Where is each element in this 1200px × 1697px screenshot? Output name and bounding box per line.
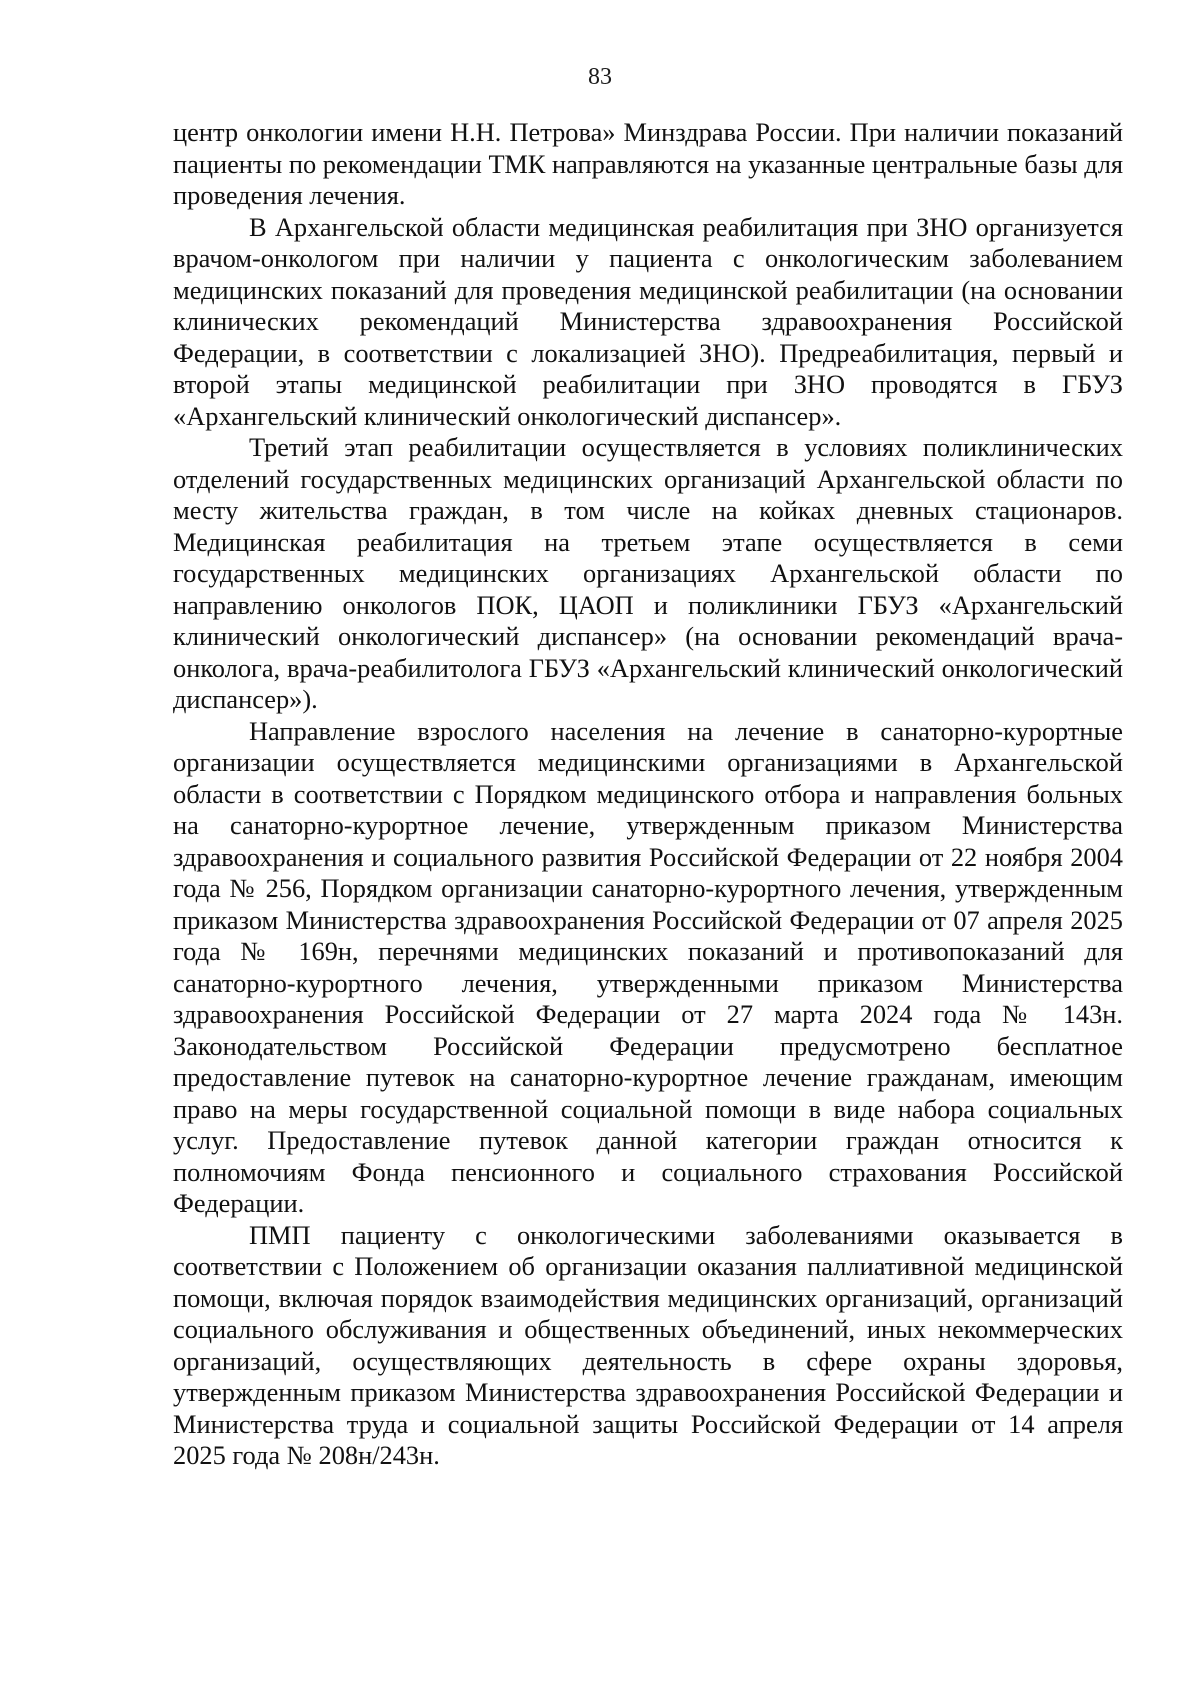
paragraph-third-stage: Третий этап реабилитации осуществляется в условиях поликлинических отделений государственных медицинских организаций Архангельской области по месту жительства граждан, в том числе на койках дневных стационаров. Медицинская реабилитация на третьем этапе осуществляется в семи государственных медицинских организациях Архангельской области по направлению онкологов ПОК, ЦАОП и поликлиники ГБУЗ «Архангельский клинический онкологический диспансер» (на основании рекомендаций врача-онколога, врача-реабилитолога ГБУЗ «Архангельский клинический онкологический диспансер»). bbox=[173, 432, 1123, 714]
paragraph-continuation: центр онкологии имени Н.Н. Петрова» Минздрава России. При наличии показаний пациенты по рекомендации ТМК направляются на указанные центральные базы для проведения лечения. bbox=[173, 117, 1123, 210]
paragraph-rehabilitation: В Архангельской области медицинская реабилитация при ЗНО организуется врачом-онкологом при наличии у пациента с онкологическим заболеванием медицинских показаний для проведения медицинской реабилитации (на основании клинических рекомендаций Министерства здравоохранения Российской Федерации, в соответствии с локализацией ЗНО). Предреабилитация, первый и второй этапы медицинской реабилитации при ЗНО проводятся в ГБУЗ «Архангельский клинический онкологический диспансер». bbox=[173, 211, 1123, 431]
paragraph-sanatorium: Направление взрослого населения на лечение в санаторно-курортные организации осуществляется медицинскими организациями в Архангельской области в соответствии с Порядком медицинского отбора и направления больных на санаторно-курортное лечение, утвержденным приказом Министерства здравоохранения и социального развития Российской Федерации от 22 ноября 2004 года № 256, Порядком организации санаторно-курортного лечения, утвержденным приказом Министерства здравоохранения Российской Федерации от 07 апреля 2025 года № 169н, перечнями медицинских показаний и противопоказаний для санаторно-курортного лечения, утвержденными приказом Министерства здравоохранения Российской Федерации от 27 марта 2024 года № 143н. Законодательством Российской Федерации предусмотрено бесплатное предоставление путевок на санаторно-курортное лечение гражданам, имеющим право на меры государственной социальной помощи в виде набора социальных услуг. Предоставление путевок данной категории граждан относится к полномочиям Фонда пенсионного и социального страхования Российской Федерации. bbox=[173, 715, 1123, 1218]
paragraph-palliative-care: ПМП пациенту с онкологическими заболеваниями оказывается в соответствии с Положением об организации оказания паллиативной медицинской помощи, включая порядок взаимодействия медицинских организаций, организаций социального обслуживания и общественных объединений, иных некоммерческих организаций, осуществляющих деятельность в сфере охраны здоровья, утвержденным приказом Министерства здравоохранения Российской Федерации и Министерства труда и социальной защиты Российской Федерации от 14 апреля 2025 года № 208н/243н. bbox=[173, 1219, 1123, 1470]
document-body bbox=[173, 117, 1123, 1472]
page-number: 83 bbox=[588, 64, 612, 90]
